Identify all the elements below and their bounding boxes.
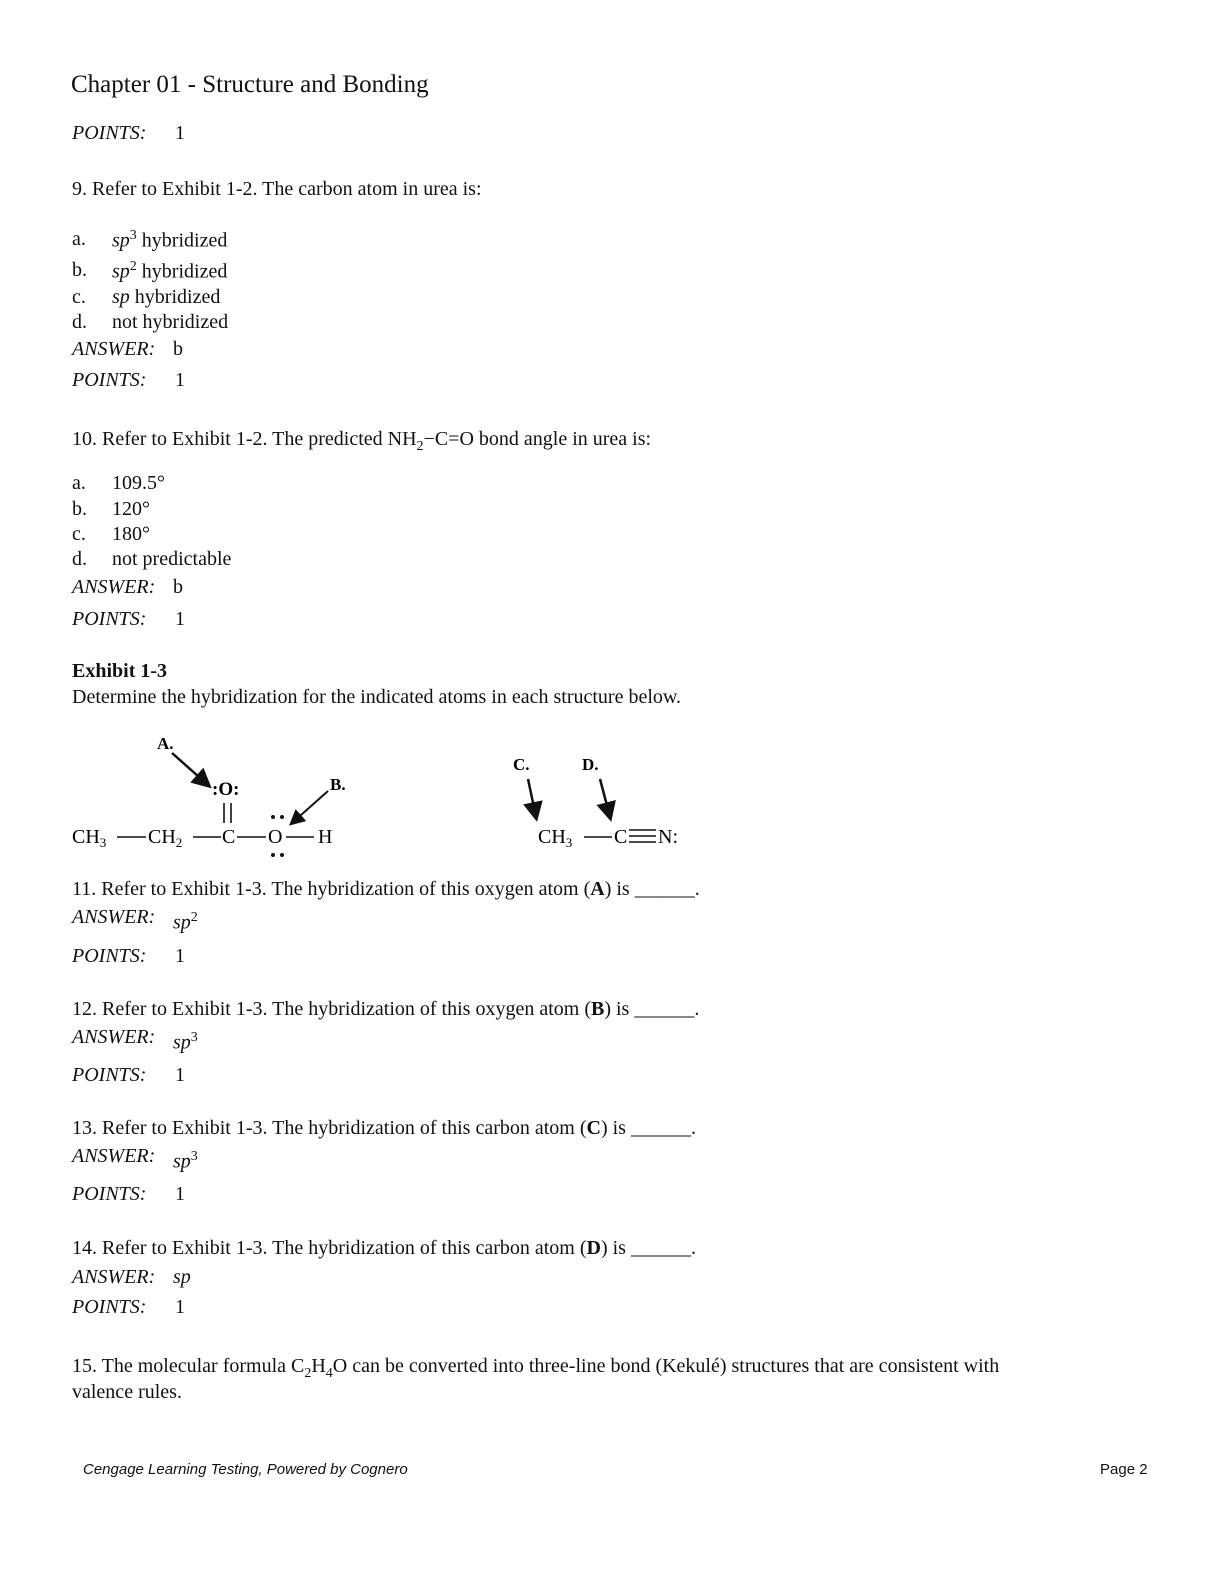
q10-option-a: 109.5° — [112, 472, 165, 494]
q13-points: 1 — [175, 1183, 185, 1205]
q9-option-d-letter: d. — [72, 311, 87, 333]
q12-points: 1 — [175, 1064, 185, 1086]
q13-answer-label: ANSWER: — [72, 1145, 156, 1167]
q10-answer: b — [173, 576, 183, 598]
q11-points: 1 — [175, 945, 185, 967]
ch3-left: $CH_3$ — [72, 826, 107, 850]
q12-answer: $sp^3$ — [173, 1030, 198, 1054]
q10-option-d: not predictable — [112, 548, 232, 570]
question-9: 9. Refer to Exhibit 1-2. The carbon atom in urea is: — [72, 178, 482, 200]
q9-option-c-letter: c. — [72, 286, 86, 308]
q9-option-a-letter: a. — [72, 228, 86, 250]
q9-option-b: $sp^2$ hybridized — [112, 259, 228, 283]
label-c: C. — [513, 755, 530, 774]
q12-points-label: POINTS: — [72, 1064, 147, 1086]
q9-option-c: sp hybridized — [112, 286, 221, 308]
q9-points-label: POINTS: — [72, 369, 147, 391]
q11-answer-label: ANSWER: — [72, 906, 156, 928]
q10-points: 1 — [175, 608, 185, 630]
footer-credit: Cengage Learning Testing, Powered by Cognero — [83, 1461, 408, 1478]
q10-answer-label: ANSWER: — [72, 576, 156, 598]
exhibit-title: Exhibit 1-3 — [72, 660, 168, 682]
o-carbonyl: :O: — [212, 779, 240, 800]
q12-answer-label: ANSWER: — [72, 1026, 156, 1048]
arrow-a — [172, 753, 208, 785]
question-15-line-2: valence rules. — [72, 1381, 182, 1403]
q11-points-label: POINTS: — [72, 945, 147, 967]
q10-points-label: POINTS: — [72, 608, 147, 630]
q10-option-d-letter: d. — [72, 548, 87, 570]
arrow-b — [292, 791, 328, 823]
question-13: 13. Refer to Exhibit 1-3. The hybridization of this carbon atom (C) is ______. — [72, 1117, 696, 1139]
question-14: 14. Refer to Exhibit 1-3. The hybridization of this carbon atom (D) is ______. — [72, 1237, 696, 1259]
label-b: B. — [330, 775, 346, 794]
q14-points: 1 — [175, 1296, 185, 1318]
q9-points: 1 — [175, 369, 185, 391]
points-value: 1 — [175, 122, 185, 144]
q14-answer: sp — [173, 1266, 191, 1288]
arrow-c — [528, 779, 536, 817]
q9-answer-label: ANSWER: — [72, 338, 156, 360]
points-label: POINTS: — [72, 122, 147, 144]
exhibit-description: Determine the hybridization for the indicated atoms in each structure below. — [72, 686, 682, 708]
page-title: Chapter 01 - Structure and Bonding — [71, 71, 429, 98]
q11-answer: $sp^2$ — [173, 910, 198, 934]
hydroxyl-oxygen: O — [268, 826, 283, 848]
q14-answer-label: ANSWER: — [72, 1266, 156, 1288]
q13-answer: $sp^3$ — [173, 1149, 198, 1173]
ch2: $CH_2$ — [148, 826, 183, 850]
q10-option-b: 120° — [112, 498, 150, 520]
question-15: 15. The molecular formula $C_2H_4O$ can be converted into three-line bond (Kekulé) structures that are consistent with — [72, 1355, 1000, 1381]
page-number: Page 2 — [1100, 1461, 1148, 1478]
ch3-right: $CH_3$ — [538, 826, 573, 850]
question-12: 12. Refer to Exhibit 1-3. The hybridization of this oxygen atom (B) is ______. — [72, 998, 700, 1020]
q9-option-a: $sp^3$ hybridized — [112, 228, 228, 252]
q14-points-label: POINTS: — [72, 1296, 147, 1318]
q9-option-b-letter: b. — [72, 259, 87, 281]
q9-option-d: not hybridized — [112, 311, 229, 333]
q13-points-label: POINTS: — [72, 1183, 147, 1205]
q9-answer: b — [173, 338, 183, 360]
hydrogen: H — [318, 826, 333, 848]
nitrile-carbon: C — [614, 826, 628, 848]
arrow-d — [600, 779, 610, 817]
exhibit-figure — [60, 725, 740, 865]
question-11: 11. Refer to Exhibit 1-3. The hybridization of this oxygen atom (A) is ______. — [72, 878, 700, 900]
question-10: 10. Refer to Exhibit 1-2. The predicted $NH_2-C=O$ bond angle in urea is: — [72, 428, 652, 454]
label-a: A. — [157, 734, 174, 753]
label-d: D. — [582, 755, 599, 774]
q10-option-a-letter: a. — [72, 472, 86, 494]
nitrogen: N: — [658, 826, 678, 848]
q10-option-b-letter: b. — [72, 498, 87, 520]
carbonyl-carbon: C — [222, 826, 236, 848]
q10-option-c: 180° — [112, 523, 150, 545]
q10-option-c-letter: c. — [72, 523, 86, 545]
